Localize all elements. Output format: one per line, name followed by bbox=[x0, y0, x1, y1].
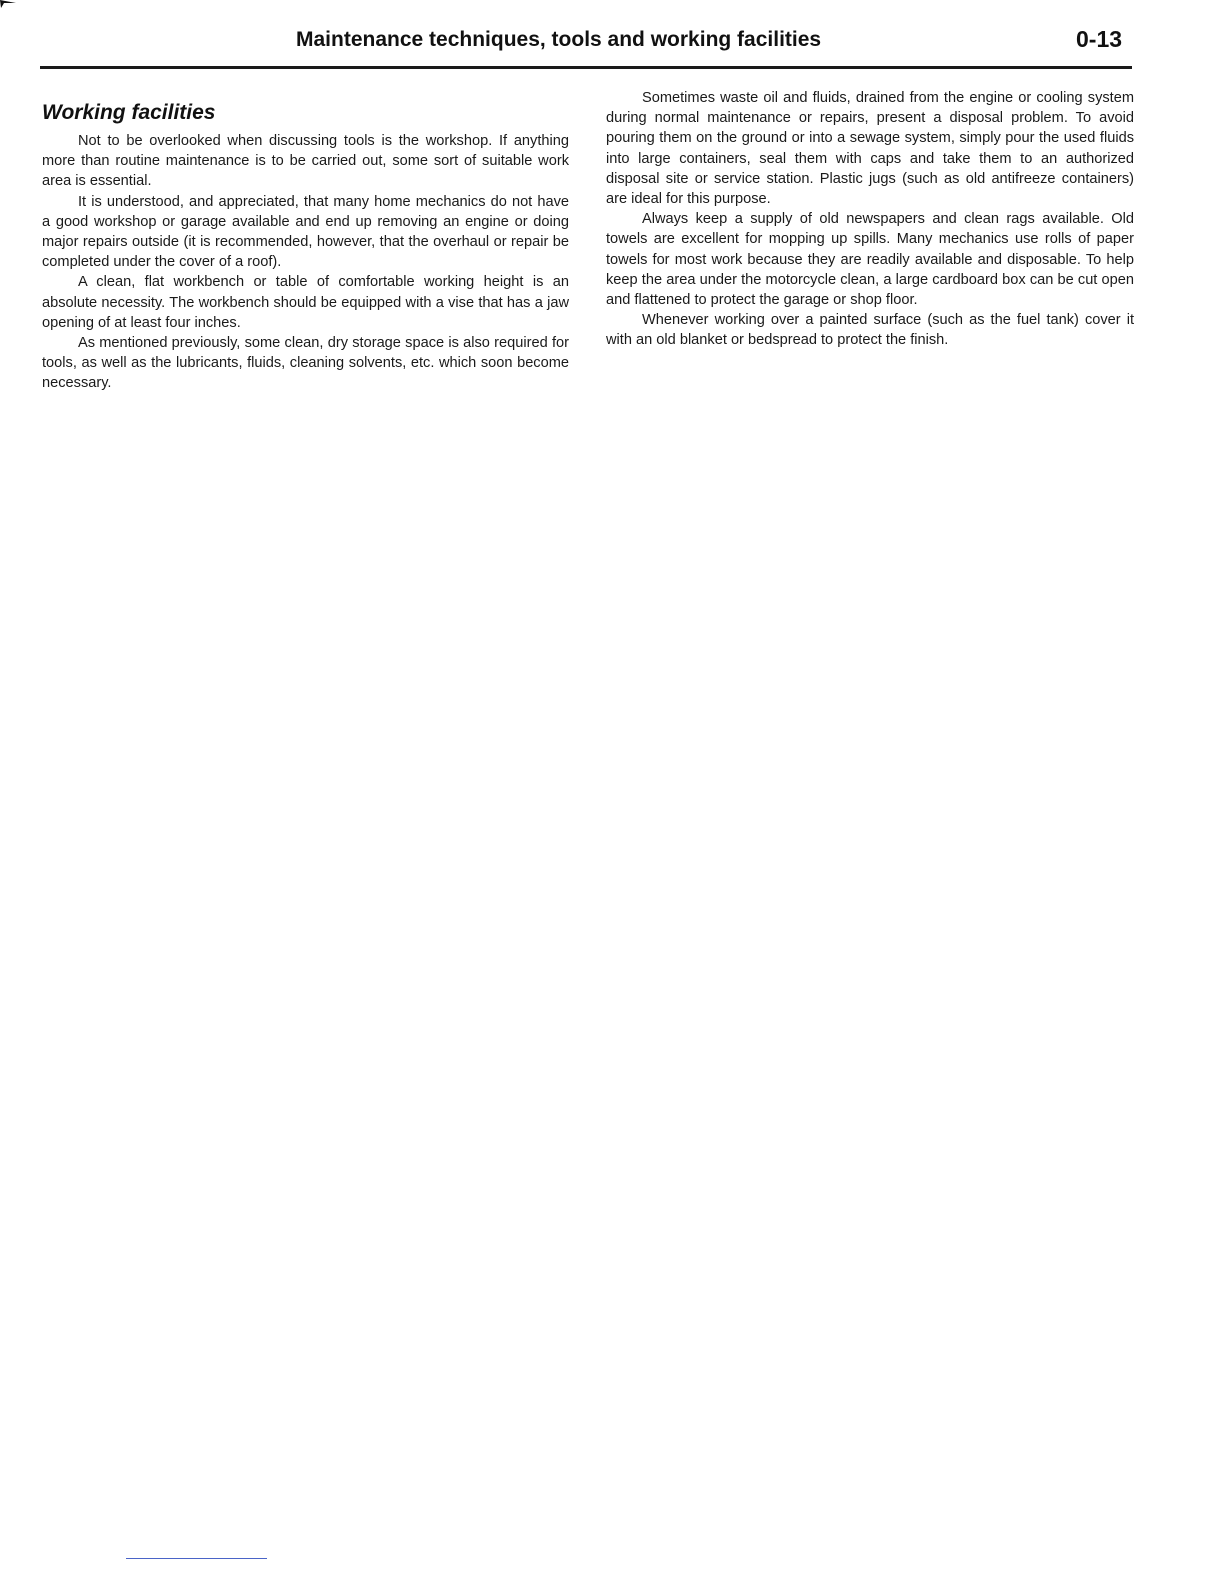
header-rule bbox=[40, 66, 1132, 69]
paragraph: Whenever working over a painted surface (such as the fuel tank) cover it with an old blanket or bedspread to protect the finish. bbox=[606, 312, 1134, 349]
page-number: 0-13 bbox=[1076, 26, 1123, 52]
corner-crop-mark bbox=[0, 0, 16, 8]
paragraph: It is understood, and appreciated, that many home mechanics do not have a good workshop or garage available and end up removing an engine or doing major repairs outside (it is recommended, however, that the overhaul or repair be completed under the cover of a roof). bbox=[42, 193, 569, 271]
running-header-title: Maintenance techniques, tools and working facilities bbox=[296, 28, 822, 51]
paragraph: Not to be overlooked when discussing tools is the workshop. If anything more than routine maintenance is to be carried out, some sort of suitable work area is essential. bbox=[42, 133, 569, 190]
section-heading: Working facilities bbox=[42, 101, 216, 124]
paragraph: A clean, flat workbench or table of comfortable working height is an absolute necessity. The workbench should be equipped with a vise that has a jaw opening of at least four inches. bbox=[42, 274, 569, 331]
paragraph: Sometimes waste oil and fluids, drained from the engine or cooling system during normal maintenance or repairs, present a disposal problem. To avoid pouring them on the ground or into a sewage system, simply pour the used fluids into large containers, seal them with caps and take them to an authorized disposal site or service station. Plastic jugs (such as old antifreeze containers) are ideal for this purpose. bbox=[606, 90, 1134, 208]
left-column bbox=[42, 88, 569, 394]
paragraph: As mentioned previously, some clean, dry storage space is also required for tools, as well as the lubricants, fluids, cleaning solvents, etc. which soon become necessary. bbox=[42, 335, 569, 392]
paragraph: Always keep a supply of old newspapers and clean rags available. Old towels are excellent for mopping up spills. Many mechanics use rolls of paper towels for most work because they are readily available and disposable. To help keep the area under the motorcycle clean, a large cardboard box can be cut open and flattened to protect the garage or shop floor. bbox=[606, 211, 1134, 309]
right-column bbox=[606, 88, 1134, 351]
footer-rule bbox=[126, 1558, 267, 1559]
